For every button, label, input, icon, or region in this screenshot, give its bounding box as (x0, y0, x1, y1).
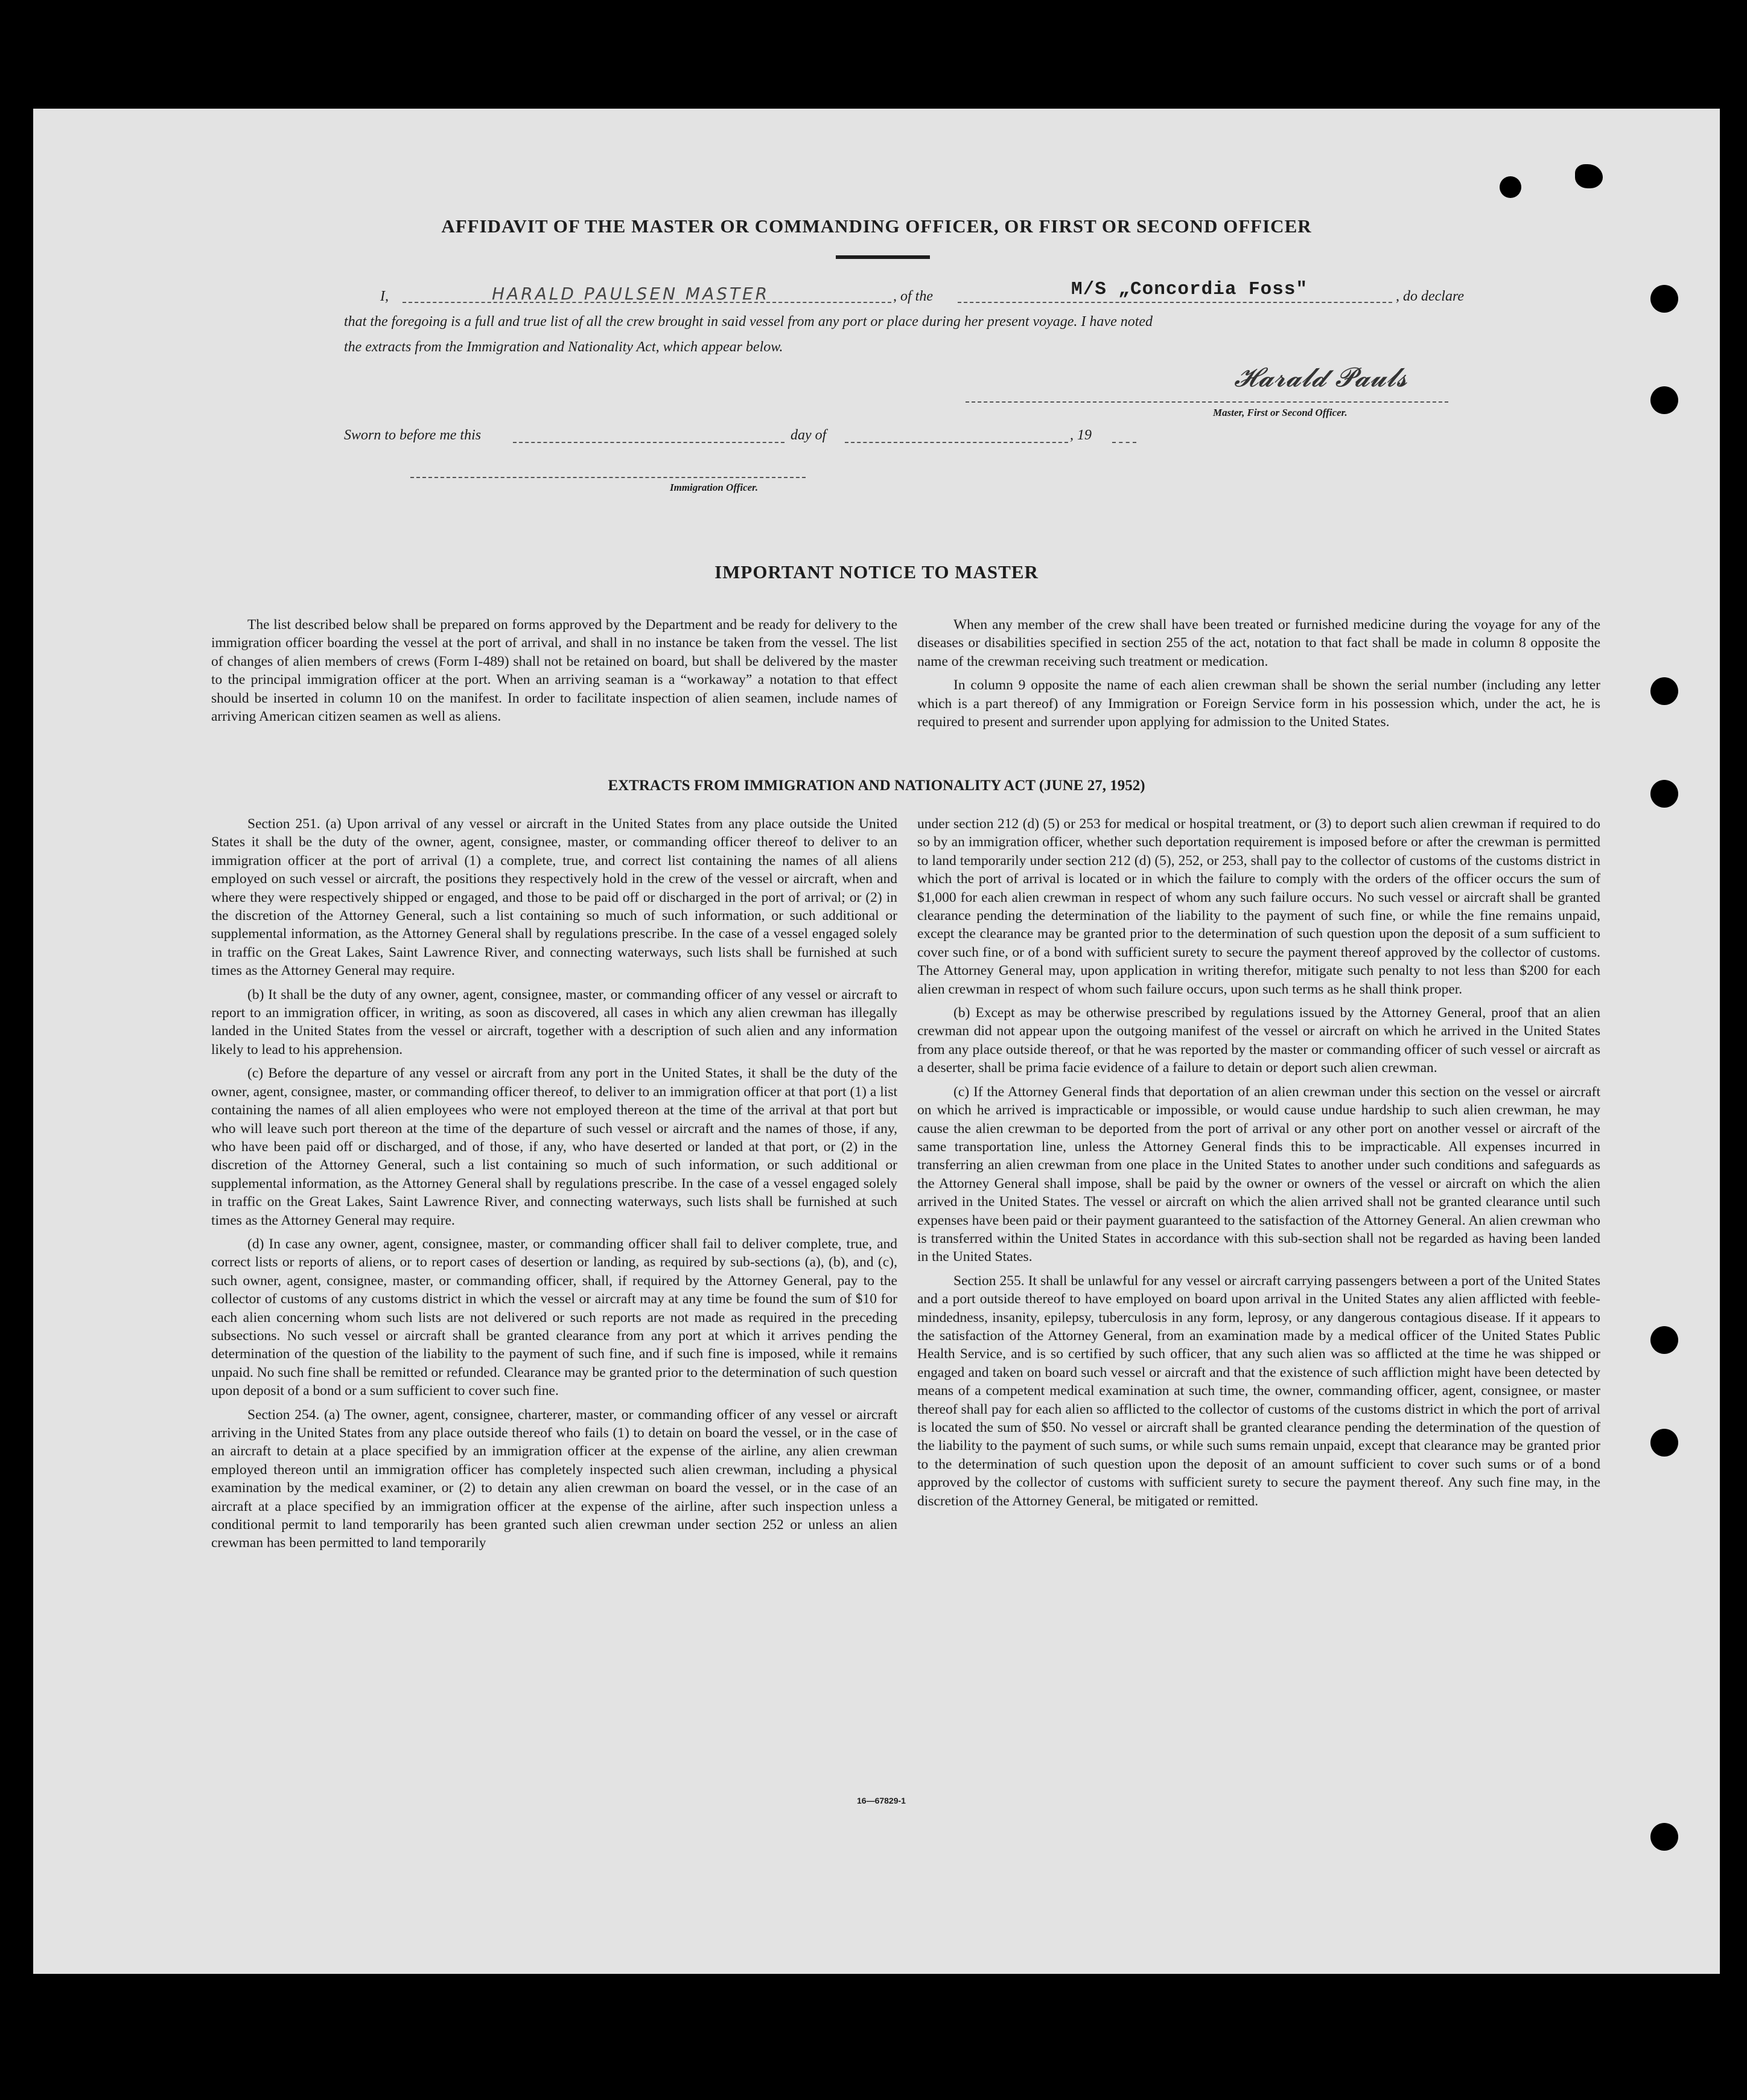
ink-speck (1500, 176, 1521, 198)
punch-hole (1650, 1823, 1678, 1851)
notice-title: IMPORTANT NOTICE TO MASTER (714, 561, 1039, 582)
signature-label: Master, First or Second Officer. (1213, 407, 1348, 418)
notice-right-column (917, 616, 1600, 736)
section-251-a: Section 251. (a) Upon arrival of any vessel or aircraft in the United States from any place outside the United States it shall be the duty of the owner, agent, consignee, master, or commanding officer thereof to deliver to an immigration officer at the port of arrival (1) a complete, true, and correct list containing the names of all aliens employed on such vessel or aircraft, the positions they respectively hold in the crew of the vessel or aircraft, when and where they were respectively shipped or engaged, and those to be paid off or discharged in the port of arrival; or (2) in the discretion of the Attorney General, such a list containing so much of such information, or such additional or supplemental information, as the Attorney General shall by regulations prescribe. In the case of a vessel engaged solely in traffic on the Great Lakes, Saint Lawrence River, and connecting waterways, such lists shall be furnished at such times as the Attorney General may require. (211, 816, 897, 979)
year-line (1112, 442, 1136, 443)
section-254-c: (c) If the Attorney General finds that deportation of an alien crewman under this section on the vessel or aircraft on which he arrived is impracticable or impossible, or would cause undue hardship to such alien crewman, he may cause the alien crewman to be deported from the port of arrival or any other port on another vessel or aircraft of the same transportation line, unless the Attorney General finds this to be impracticable. All expenses incurred in transferring an alien crewman from one place in the United States to another under such conditions and safeguards as the Attorney General shall impose, shall be paid by the owner or owners of the vessel or aircraft on which the alien arrived in the United States. The vessel or aircraft on which the alien arrived shall not be granted clearance until such expenses have been paid or their payment guaranteed to the satisfaction of the Attorney General. An alien crewman who is transferred within the United States in accordance with this sub-section shall not be regarded as having been landed in the United States. (917, 1084, 1600, 1265)
affidavit-title: AFFIDAVIT OF THE MASTER OR COMMANDING OFFICER, OR FIRST OR SECOND OFFICER (441, 215, 1312, 237)
punch-hole (1650, 1326, 1678, 1354)
officer-line (410, 477, 806, 478)
section-251-d: (d) In case any owner, agent, consignee, master, or commanding officer shall fail to deliver complete, true, and correct lists or reports of aliens, or to report cases of desertion or landing, as required by sub-sections (a), (b), and (c), such owner, agent, consignee, master, or commanding officer, shall, if required by the Attorney General, pay to the collector of customs of any customs district in which the vessel or aircraft may at any time be found the sum of $10 for each alien concerning whom such lists are not delivered or such reports are not made as required in the preceding subsections. No such vessel or aircraft shall be granted clearance from any port at which it arrives pending the determination of the question of the liability to the payment of such fine, and if such fine is imposed, while it remains unpaid. No such fine shall be remitted or refunded. Clearance may be granted prior to the determination of such question upon deposit of a bond or a sum sufficient to cover such fine. (211, 1236, 897, 1399)
section-254-a: Section 254. (a) The owner, agent, consignee, charterer, master, or commanding officer of any vessel or aircraft arriving in the United States from any place outside thereof who fails (1) to detain on board the vessel, or in the case of an aircraft to detain at a place specified by an immigration officer at the expense of the airline, any alien crewman employed thereon until an immigration officer has completely inspected such alien crewman, including a physical examination by the medical examiner, or (2) to detain any alien crewman on board the vessel, or in the case of an aircraft at a place specified by an immigration officer at the expense of the airline, after such inspection unless a conditional permit to land temporarily has been granted such alien crewman under section 252 or unless an alien crewman has been permitted to land temporarily (211, 1406, 897, 1551)
vessel-line (958, 302, 1392, 303)
punch-hole (1650, 386, 1678, 414)
notice-right-paragraph-1: When any member of the crew shall have been treated or furnished medicine during the voyage for any of the diseases or disabilities specified in section 255 of the act, notation to that fact shall be made in column 8 opposite the name of the crewman receiving such treatment or medication. (917, 617, 1600, 669)
notice-left-paragraph: The list described below shall be prepared on forms approved by the Department and be ready for delivery to the immigration officer boarding the vessel at the port of arrival, and shall in no instance be taken from the vessel. The list of changes of alien members of crews (Form I-489) shall not be retained on board, but shall be delivered by the master to the principal immigration officer at the port. When an arriving seaman is a “workaway” a notation to that effect should be inserted in column 10 on the manifest. In order to facilitate inspection of alien seamen, include names of arriving American citizen seamen as well as aliens. (211, 617, 897, 725)
notice-left-column (211, 616, 897, 731)
vessel-name: M/S „Concordia Foss" (1071, 279, 1308, 300)
form-number: 16—67829-1 (857, 1796, 906, 1805)
document-page (33, 109, 1720, 1974)
extracts-left-column (211, 815, 897, 1558)
punch-hole (1650, 677, 1678, 705)
section-255: Section 255. It shall be unlawful for any vessel or aircraft carrying passengers between a port of the United States and a port outside thereof to have employed on board upon arrival in the United States any alien afflicted with feeble-mindedness, insanity, epilepsy, tuberculosis in any form, leprosy, or any dangerous contagious disease. If it appears to the satisfaction of the Attorney General, from an examination made by a medical officer of the United States Public Health Service, and is so certified by such officer, that any such alien was so afflicted at the time he was shipped or engaged and taken on board such vessel or aircraft and that the existence of such affliction might have been detected by means of a competent medical examination at such time, the owner, commanding officer, agent, consignee, or master thereof shall pay for each alien so afflicted to the collector of customs of the customs district in which the port of arrival is located the sum of $50. No vessel or aircraft shall be granted clearance pending the determination of the question of the liability to the payment of such sums, or while such sums remain unpaid, except that clearance may be granted prior to the determination of such question upon the deposit of an amount sufficient to cover such sums or of a bond approved by the collector of customs with sufficient surety to secure the payment thereof. Any such fine may, in the discretion of the Attorney General, be mitigated or remitted. (917, 1272, 1600, 1509)
month-line (845, 442, 1068, 443)
year-label: , 19 (1070, 427, 1092, 443)
section-251-c: (c) Before the departure of any vessel or aircraft from any port in the United States, it shall be the duty of the owner, agent, consignee, master, or commanding officer thereof, to deliver to an immigration officer at that port (1) a list containing the names of all alien employees who were not employed thereon at the time of the arrival at that port but who will leave such port thereon at the time of the departure of such vessel or aircraft and the names of those, if any, who have been paid off or discharged, and of those, if any, who have deserted or landed at that port, or (2) in the discretion of the Attorney General, such a list containing so much of such information, or such additional or supplemental information, as the Attorney General shall by regulations prescribe. In the case of a vessel engaged solely in traffic on the Great Lakes, Saint Lawrence River, and connecting waterways, such lists shall be furnished at such times as the Attorney General may require. (211, 1065, 897, 1228)
section-254-a-continued: under section 212 (d) (5) or 253 for medical or hospital treatment, or (3) to deport such alien crewman if required to do so by an immigration officer, whether such deportation requirement is imposed before or after the crewman is permitted to land temporarily under section 212 (d) (5), 252, or 253, shall pay to the collector of customs of the customs district in which the port of arrival is located or in which the failure to comply with the orders of the officer occurs the sum of $1,000 for each alien crewman in respect of whom any such failure occurs. No such vessel or aircraft shall be granted clearance pending the determination of the liability to the payment of such fine, or while the fine remains unpaid, except the clearance may be granted prior to the determination of such question upon the deposit of a sum sufficient to cover such fine, or of a bond with sufficient surety to secure the payment thereof approved by the collector of customs. The Attorney General may, upon application in writing therefor, mitigate such penalty to not less than $200 for each alien crewman in respect of whom such failure occurs, upon such terms as he shall think proper. (917, 816, 1600, 997)
notice-right-paragraph-2: In column 9 opposite the name of each alien crewman shall be shown the serial number (including any letter which is a part thereof) of any Immigration or Foreign Service form in his possession which, under the act, he is required to present and surrender upon applying for admission to the United States. (917, 677, 1600, 730)
ink-speck (1575, 164, 1603, 188)
signature-line (966, 401, 1448, 403)
declare-label-end: , do declare (1396, 289, 1465, 304)
extracts-right-column (917, 815, 1600, 1516)
punch-hole (1650, 780, 1678, 808)
day-of-label: day of (791, 427, 827, 443)
extracts-title: EXTRACTS FROM IMMIGRATION AND NATIONALITY ACT (JUNE 27, 1952) (608, 777, 1145, 794)
punch-hole (1650, 1429, 1678, 1457)
sworn-date-line (513, 442, 784, 443)
section-251-b: (b) It shall be the duty of any owner, agent, consignee, master, or commanding officer of any vessel or aircraft to report to an immigration officer, in writing, as soon as discovered, all cases in which any alien crewman has illegally landed in the United States from the vessel or aircraft, together with a description of such alien and any information likely to lead to his apprehension. (211, 986, 897, 1058)
signature-mark: 𝓗𝓪𝓻𝓪𝓵𝓭 𝓟𝓪𝓾𝓵𝓼 (1234, 362, 1407, 393)
affidavit-body-line3: the extracts from the Immigration and Nationality Act, which appear below. (344, 339, 783, 355)
punch-hole (1650, 285, 1678, 313)
section-254-b: (b) Except as may be otherwise prescribed by regulations issued by the Attorney General, proof that an alien crewman did not appear upon the outgoing manifest of the vessel or aircraft on which he arrived in the United States from any place outside thereof, or that he was reported by the master or commanding officer of such vessel or aircraft as a deserter, shall be prima facie evidence of a failure to detain or deport such alien crewman. (917, 1005, 1600, 1076)
title-rule (836, 255, 930, 259)
officer-label: Immigration Officer. (670, 482, 759, 493)
master-name: HARALD PAULSEN MASTER (492, 284, 770, 304)
sworn-label: Sworn to before me this (344, 427, 482, 443)
declare-label-i: I, (380, 289, 389, 304)
affidavit-body-line2: that the foregoing is a full and true list of all the crew brought in said vessel from any port or place during her present voyage. I have noted (344, 314, 1153, 330)
declare-label-of: , of the (893, 289, 933, 304)
